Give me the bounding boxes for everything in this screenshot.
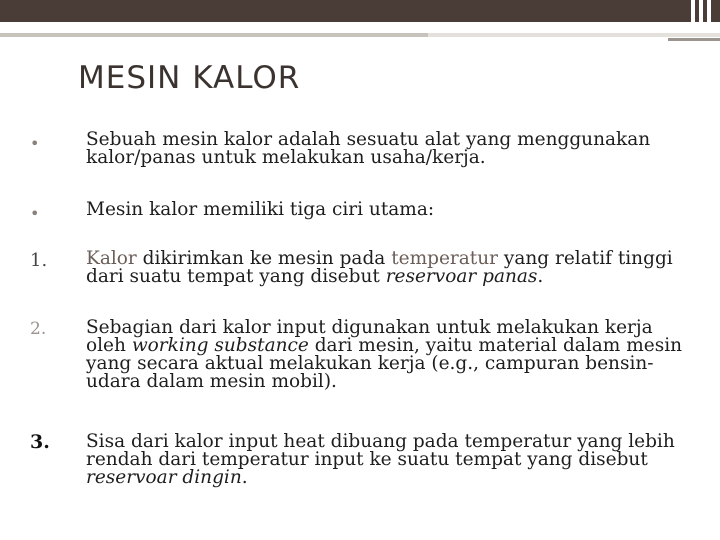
italic-term: reservoar dingin xyxy=(86,467,242,488)
number-marker: 2. xyxy=(30,319,47,339)
text-run: . xyxy=(537,266,544,287)
bullet-marker: • xyxy=(30,134,40,153)
italic-term: working substance xyxy=(131,335,309,356)
text-run: dikirimkan ke mesin pada xyxy=(136,248,392,269)
accent-line-tick xyxy=(668,38,720,41)
header-bar-divider xyxy=(691,0,695,22)
bullet-marker: • xyxy=(30,204,40,223)
text-run: Sebuah mesin kalor adalah sesuatu alat yang menggunakan kalor/panas untuk melakukan usaha/kerja. xyxy=(86,129,651,168)
text-run: Sebagian dari kalor input digunakan untuk melakukan kerja oleh xyxy=(86,317,653,356)
text-run: . xyxy=(241,467,248,488)
header-bar xyxy=(0,0,720,22)
slide-title: MESIN KALOR xyxy=(78,60,301,96)
item-text xyxy=(86,319,686,391)
highlighted-term: Kalor xyxy=(86,248,137,269)
item-text xyxy=(86,201,686,219)
accent-line-left xyxy=(0,33,428,37)
item-text xyxy=(86,131,686,167)
text-run: yang relatif tinggi dari suatu tempat yang disebut xyxy=(86,248,673,287)
text-run: Sisa dari kalor input heat dibuang pada temperatur yang lebih rendah dari temperatur input ke suatu tempat yang disebut xyxy=(86,431,675,470)
item-text xyxy=(86,433,686,487)
number-marker: 1. xyxy=(30,250,48,271)
italic-term: reservoar panas xyxy=(385,266,538,287)
number-marker: 3. xyxy=(30,431,50,453)
text-run: Mesin kalor memiliki tiga ciri utama: xyxy=(86,199,435,220)
text-run: dari mesin, yaitu material dalam mesin yang secara aktual melakukan kerja (e.g., campuran bensin-udara dalam mesin mobil). xyxy=(86,335,683,392)
item-text xyxy=(86,250,686,286)
header-bar-divider xyxy=(707,0,711,22)
highlighted-term: temperatur xyxy=(391,248,499,269)
header-bar-divider xyxy=(699,0,703,22)
accent-line-right xyxy=(428,33,720,37)
